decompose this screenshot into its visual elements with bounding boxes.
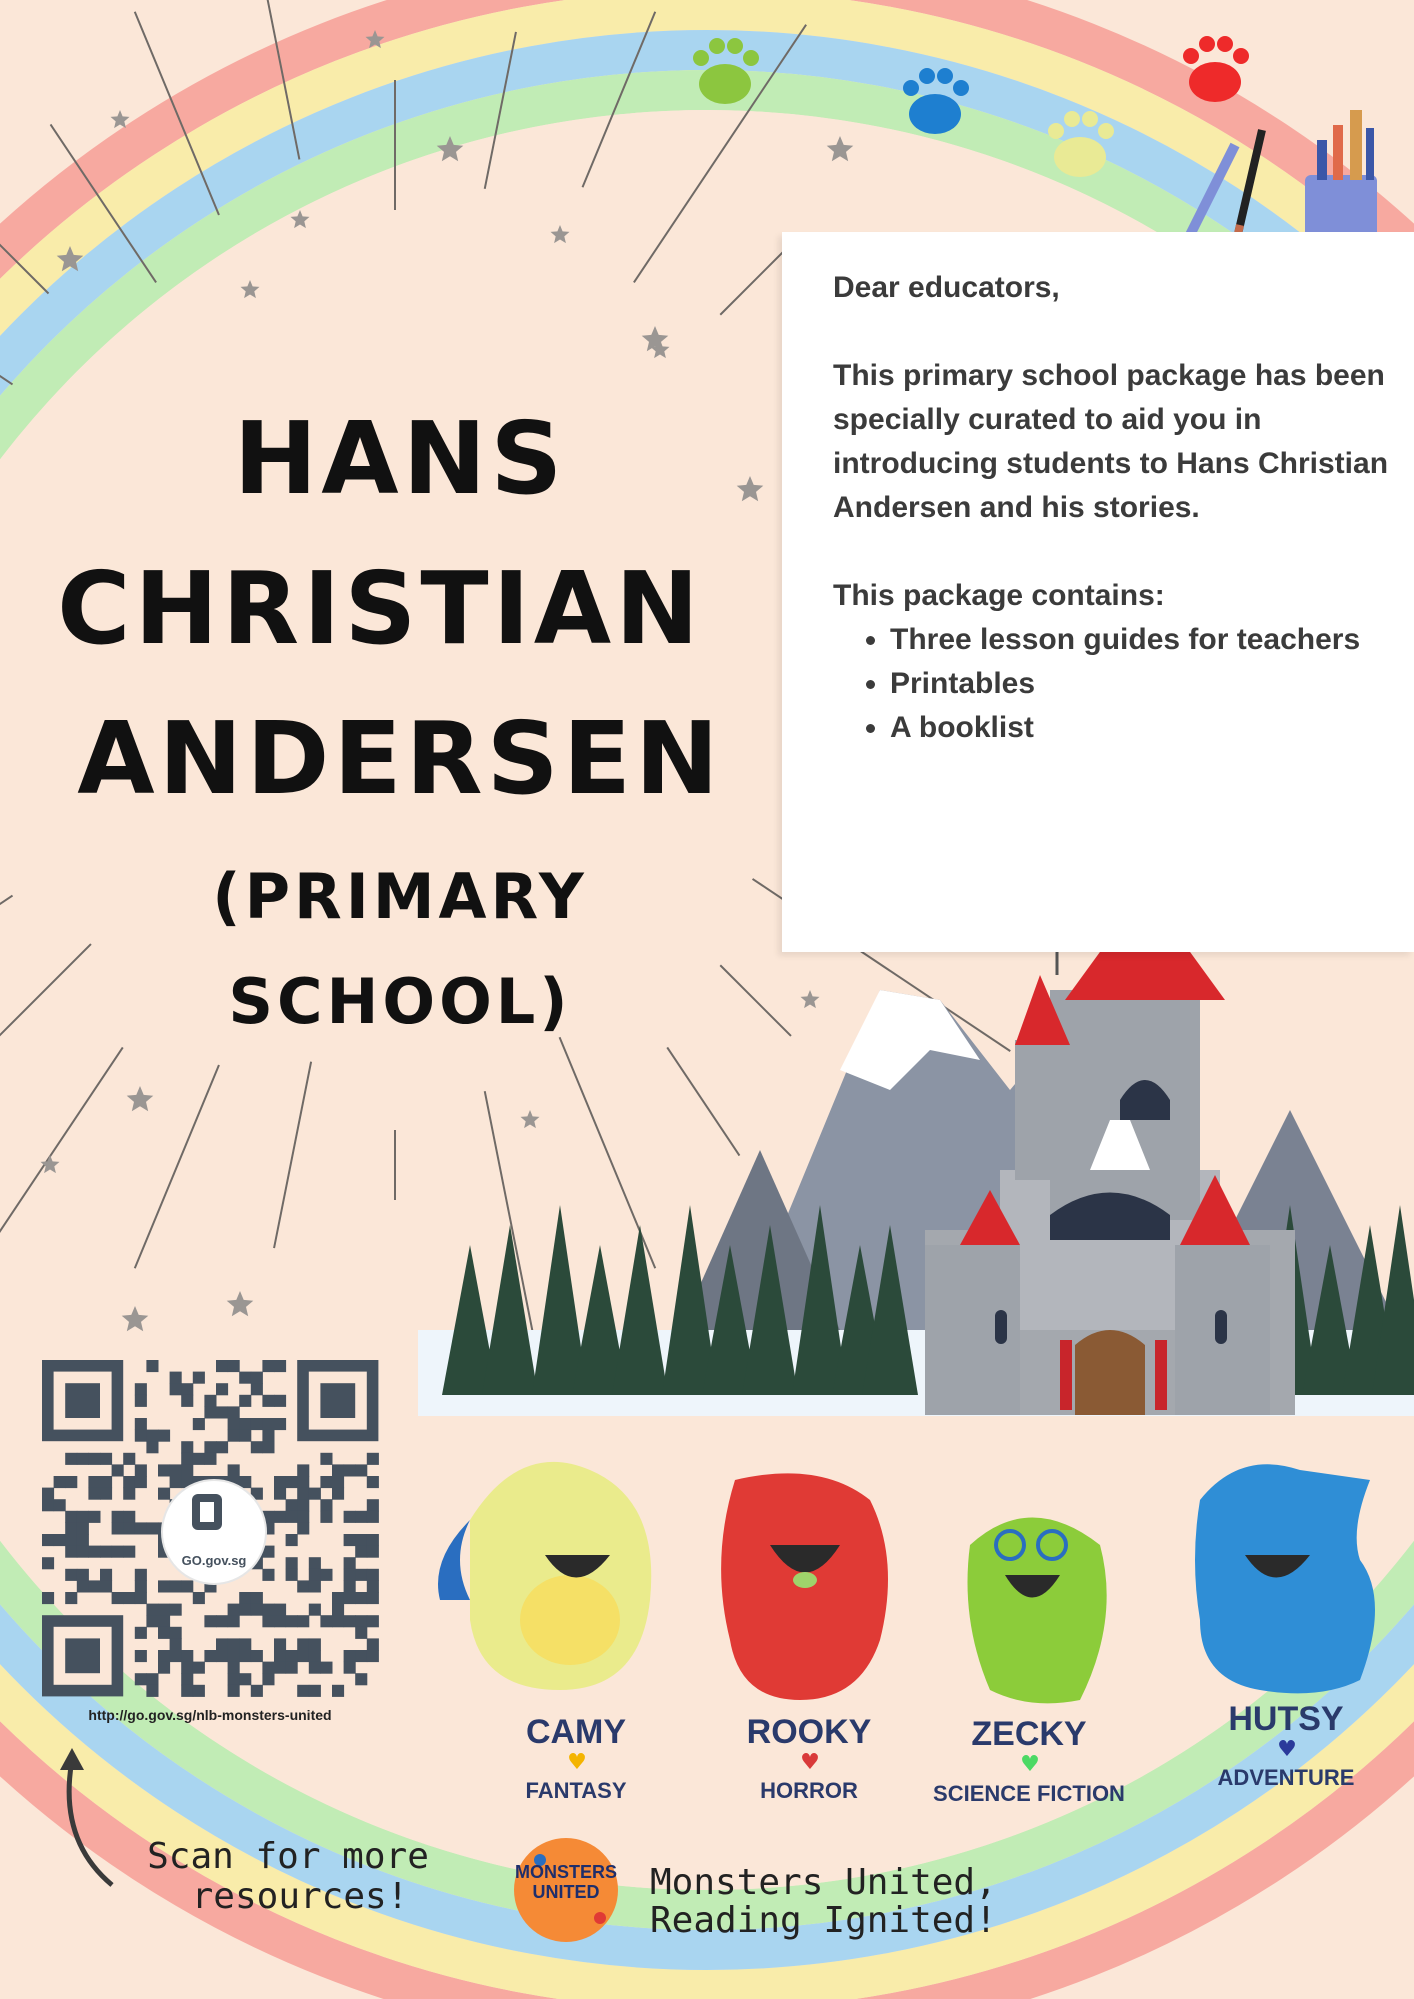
monster-name-zecky: ZECKY xyxy=(971,1715,1087,1753)
package-contents-list xyxy=(833,618,1393,750)
monster-genre-adventure: ADVENTURE xyxy=(1217,1765,1355,1790)
monster-name-camy: CAMY xyxy=(525,1713,627,1751)
letter-greeting: Dear educators, xyxy=(833,271,1060,304)
heart-icon: ♥ xyxy=(567,1750,587,1775)
monster-name-rooky: ROOKY xyxy=(746,1713,872,1751)
heart-icon: ♥ xyxy=(1277,1737,1297,1762)
go-gov-logo-text: GO.gov.sg xyxy=(181,1553,247,1568)
letter-body: This primary school package has been specially curated to aid you in introducing students to Hans Christian Andersen and his stories. xyxy=(833,359,1389,524)
monster-genre-horror: HORROR xyxy=(760,1778,858,1803)
scan-text-line-1: Scan for more xyxy=(147,1836,429,1877)
package-contains-label: This package contains: xyxy=(833,579,1165,612)
title-line-1: HANS xyxy=(233,400,567,517)
list-item: • Three lesson guides for teachers xyxy=(890,618,1393,662)
heart-icon: ♥ xyxy=(1020,1752,1040,1777)
tagline-line-2: Reading Ignited! xyxy=(650,1900,997,1941)
list-item: • A booklist xyxy=(890,706,1393,750)
monster-genre-fantasy: FANTASY xyxy=(525,1778,627,1803)
list-item: • Printables xyxy=(890,662,1393,706)
title-line-2: CHRISTIAN xyxy=(57,550,703,667)
qr-url[interactable]: http://go.gov.sg/nlb-monsters-united xyxy=(88,1707,332,1723)
subtitle-line-1: (PRIMARY xyxy=(212,860,588,933)
letter-text xyxy=(833,266,1393,750)
subtitle-line-2: SCHOOL) xyxy=(228,965,572,1038)
scan-text-line-2: resources! xyxy=(191,1876,409,1917)
monsters-united-logo-text: MONSTERS UNITED xyxy=(514,1862,617,1902)
title-line-3: ANDERSEN xyxy=(77,700,723,817)
tagline-line-1: Monsters United, xyxy=(650,1862,997,1903)
heart-icon: ♥ xyxy=(800,1750,820,1775)
monster-genre-science-fiction: SCIENCE FICTION xyxy=(933,1781,1125,1806)
monster-name-hutsy: HUTSY xyxy=(1228,1700,1344,1738)
